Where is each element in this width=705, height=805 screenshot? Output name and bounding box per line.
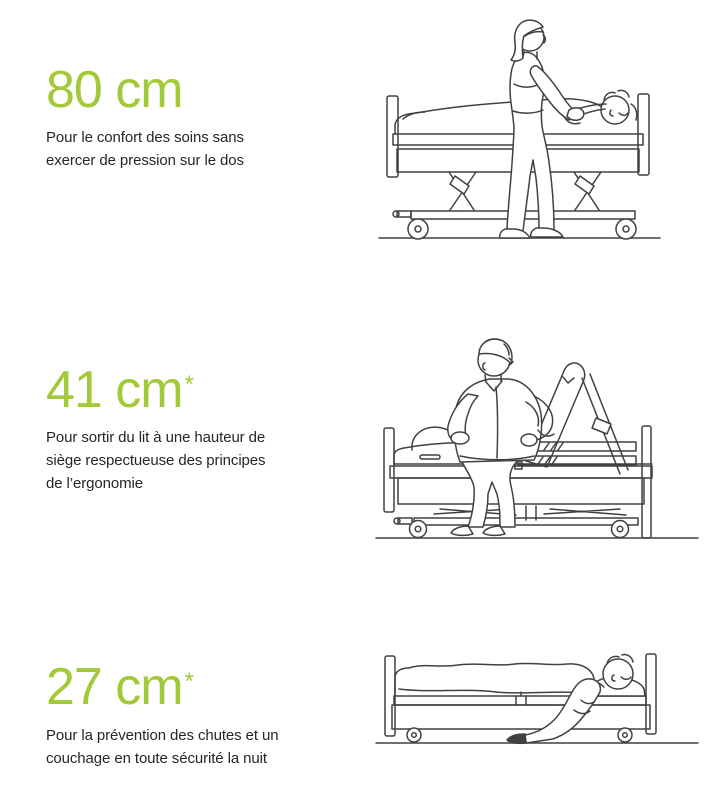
deck-bracket [516, 692, 526, 705]
blanket-fold [399, 689, 584, 693]
height-number: 27 cm [46, 658, 183, 716]
patient-left-hand [521, 434, 537, 446]
height-value-80cm [46, 61, 185, 119]
lift-actuator-right [575, 176, 594, 194]
patient-lying-in-low-bed-icon [368, 616, 703, 766]
caregiver-standing [500, 20, 584, 238]
wheel-right [612, 521, 629, 538]
patient-hand-on-floor [507, 734, 526, 743]
description-line: Pour la prévention des chutes et un [46, 727, 279, 744]
height-number: 41 cm [46, 361, 183, 419]
patient-foot-front [483, 526, 505, 535]
brake-knob [394, 518, 400, 524]
wheel-left [407, 728, 421, 742]
wheel-right [618, 728, 632, 742]
mattress-deck [394, 696, 646, 705]
height-number: 80 cm [46, 61, 183, 119]
pillow-edge [631, 104, 637, 120]
patient-legs [460, 458, 520, 527]
height-description [46, 426, 265, 495]
footnote-asterisk: * [184, 668, 194, 696]
caregiver-shoe-front [531, 228, 563, 237]
hospital-bed-low [376, 654, 698, 743]
description-line: Pour le confort des soins sans [46, 129, 244, 146]
patient-right-hand [451, 432, 469, 444]
patient-sitting-on-bed-edge-icon [368, 330, 703, 570]
description-line: Pour sortir du lit à une hauteur de [46, 429, 266, 446]
height-description [46, 126, 244, 172]
patient-feet-bump [403, 112, 425, 119]
caregiver-hand [567, 108, 584, 120]
height-value-27cm [46, 658, 194, 716]
foot-board [384, 428, 394, 512]
patient-sitting [448, 339, 554, 535]
wheel-left [410, 521, 427, 538]
lift-actuator-left [450, 176, 469, 194]
frame-band-lower [398, 478, 644, 504]
head-board [646, 654, 656, 734]
height-value-41cm [46, 361, 194, 419]
nurse-standing-at-raised-bed-icon [373, 10, 663, 245]
patient-head [601, 96, 629, 124]
brake-knob [393, 211, 399, 217]
height-description [46, 724, 279, 770]
mattress-handle-slot [420, 455, 440, 459]
patient-foot-back [451, 526, 473, 535]
footnote-asterisk: * [184, 371, 194, 399]
bed-frame-box [392, 705, 650, 729]
caregiver-shoe-back [500, 229, 530, 238]
description-line: siège respectueuse des principes [46, 452, 266, 469]
description-line: de l’ergonomie [46, 475, 143, 492]
frame-band-upper [390, 466, 652, 478]
description-line: couchage en toute sécurité la nuit [46, 750, 267, 767]
wheel-left [408, 219, 428, 239]
wheel-right [616, 219, 636, 239]
description-line: exercer de pression sur le dos [46, 152, 244, 169]
